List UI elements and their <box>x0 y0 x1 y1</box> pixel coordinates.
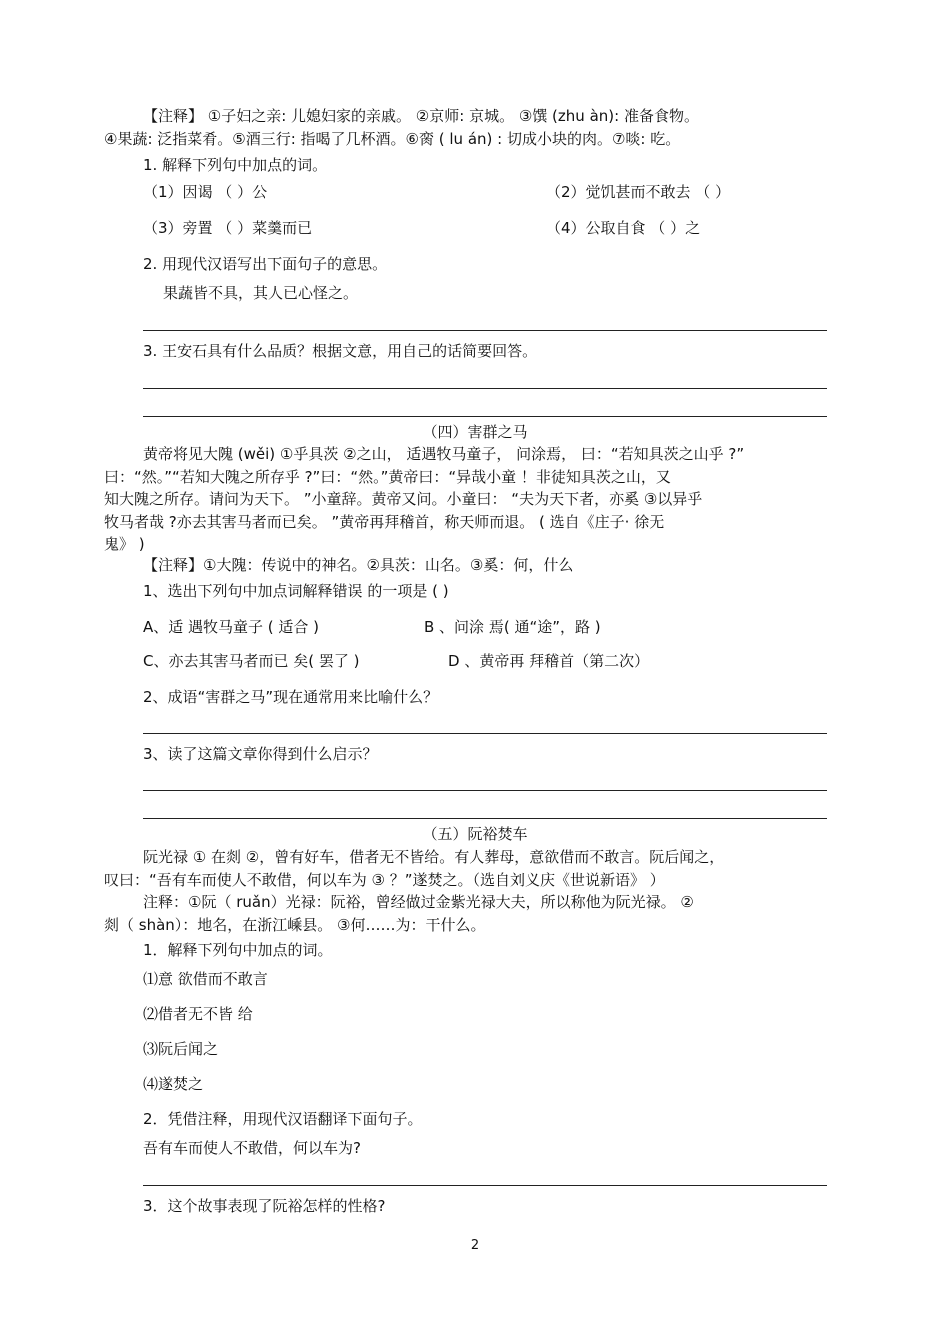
question-2: 2、成语“害群之马”现在通常用来比喻什么？ <box>143 688 439 706</box>
passage-line: 知大隗之所存。请问为天下。 ”小童辞。黄帝又问。小童曰： “夫为天下者，亦奚 ③以异乎 <box>104 490 703 508</box>
question-item: （4）公取自食 （ ）之 <box>546 219 701 237</box>
passage-line: 鬼》 ) <box>104 535 145 553</box>
note-line: ④果蔬: 泛指菜肴。⑤酒三行: 指喝了几杯酒。⑥脔 ( lu án) : 切成小块的肉。⑦啖: 吃。 <box>104 130 681 148</box>
source-sentence: 果蔬皆不具，其人已心怪之。 <box>163 284 359 302</box>
question-item: ⑶阮后闻之 <box>143 1040 219 1058</box>
note-line: 剡（ shàn）：地名，在浙江嵊县。 ③何……为：干什么。 <box>104 916 486 934</box>
question-item: ⑷遂焚之 <box>143 1075 204 1093</box>
section-title: （五）阮裕焚车 <box>422 825 528 843</box>
question-item: （3）旁置 （ ）菜羹而已 <box>143 219 313 237</box>
question-3: 3. 王安石具有什么品质？根据文意，用自己的话简要回答。 <box>143 342 538 360</box>
option-a: A、适 遇牧马童子 ( 适合 ) <box>143 618 320 636</box>
note-line: 【注释】 ①子妇之亲: 儿媳妇家的亲戚。 ②京师: 京城。 ③馔 (zhu àn): 准备食物。 <box>143 107 699 125</box>
source-sentence: 吾有车而使人不敢借，何以车为? <box>143 1139 361 1157</box>
question-item: （1）因谒 （ ）公 <box>143 183 268 201</box>
question-item: ⑵借者无不皆 给 <box>143 1005 253 1023</box>
question-1: 1、选出下列句中加点词解释错误 的一项是 ( ) <box>143 582 449 600</box>
passage-line: 阮光禄 ① 在剡 ②，曾有好车，借者无不皆给。有人葬母，意欲借而不敢言。阮后闻之， <box>143 848 725 866</box>
question-item: ⑴意 欲借而不敢言 <box>143 970 268 988</box>
answer-line[interactable] <box>143 818 827 819</box>
passage-line: 曰：“然。”“若知大隗之所存乎 ?”曰：“然。”黄帝曰：“异哉小童 ！非徒知具茨之山，又 <box>104 468 671 486</box>
passage-line: 牧马者哉 ?亦去其害马者而已矣。 ”黄帝再拜稽首，称天师而退。 ( 选自《庄子· 徐无 <box>104 513 665 531</box>
option-c: C、亦去其害马者而已 矣( 罢了 ) <box>143 652 360 670</box>
option-d: D 、黄帝再 拜稽首（第二次） <box>448 652 650 670</box>
question-1: 1．解释下列句中加点的词。 <box>143 941 333 959</box>
question-item: （2）觉饥甚而不敢去 （ ） <box>546 183 731 201</box>
question-3: 3．这个故事表现了阮裕怎样的性格? <box>143 1197 386 1215</box>
question-2: 2. 用现代汉语写出下面句子的意思。 <box>143 255 388 273</box>
note-line: 【注释】①大隗：传说中的神名。②具茨：山名。③奚：何，什么 <box>143 556 574 574</box>
question-3: 3、读了这篇文章你得到什么启示？ <box>143 745 378 763</box>
answer-line[interactable] <box>143 733 827 734</box>
section-title: （四）害群之马 <box>422 423 528 441</box>
page-number: 2 <box>470 1238 480 1253</box>
answer-line[interactable] <box>143 1185 827 1186</box>
answer-line[interactable] <box>143 388 827 389</box>
answer-line[interactable] <box>143 330 827 331</box>
answer-line[interactable] <box>143 416 827 417</box>
answer-line[interactable] <box>143 790 827 791</box>
note-line: 注释：①阮（ ruǎn）光禄：阮裕，曾经做过金紫光禄大夫，所以称他为阮光禄。 ② <box>143 893 694 911</box>
passage-line: 叹曰：“吾有车而使人不敢借，何以车为 ③ ？”遂焚之。（选自刘义庆《世说新语》 ） <box>104 871 665 889</box>
option-b: B 、问涂 焉( 通“途”，路 ) <box>424 618 601 636</box>
question-2: 2．凭借注释，用现代汉语翻译下面句子。 <box>143 1110 423 1128</box>
passage-line: 黄帝将见大隗 (wěi) ①乎具茨 ②之山， 适遇牧马童子， 问涂焉， 曰：“若知具茨之山乎 ?” <box>143 445 745 463</box>
question-1: 1. 解释下列句中加点的词。 <box>143 156 328 174</box>
